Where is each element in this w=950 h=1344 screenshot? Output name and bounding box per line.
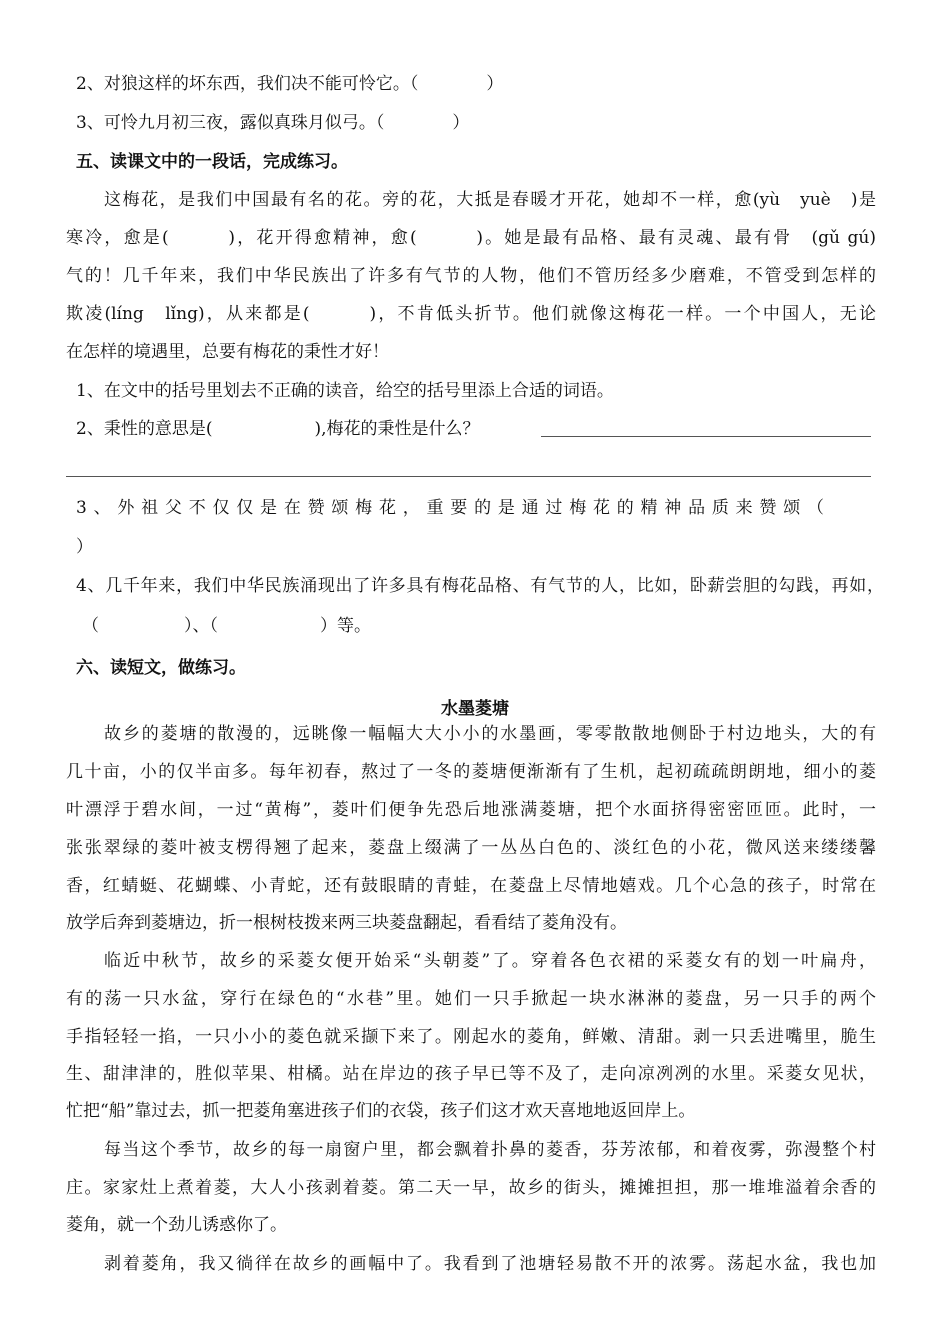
p2-line-4: 生、甜津津的，胜似苹果、柑橘。站在岸边的孩子早已等不及了，走向凉冽冽的水里。采菱女见状， bbox=[66, 1064, 876, 1084]
p3-line-3: 菱角，就一个劲儿诱惑你了。 bbox=[66, 1215, 287, 1235]
p1-line-1: 故乡的菱塘的散漫的，远眺像一幅幅大大小小的水墨画，零零散散地侧卧于村边地头，大的有 bbox=[104, 724, 876, 744]
p1-line-5: 香，红蜻蜓、花蝴蝶、小青蛇，还有鼓眼睛的青蛙，在菱盘上尽情地嬉戏。几个心急的孩子，时常在 bbox=[66, 876, 876, 896]
p3-line-2: 庄。家家灶上煮着菱，大人小孩剥着菱。第二天一早，故乡的街头，摊摊担担，那一堆堆溢着余香的 bbox=[66, 1178, 876, 1198]
p2-line-5: 忙把“船”靠过去，抓一把菱角塞进孩子们的衣袋，孩子们这才欢天喜地地返回岸上。 bbox=[66, 1101, 696, 1121]
p1-line-6: 放学后奔到菱塘边，折一根树枝拨来两三块菱盘翻起，看看结了菱角没有。 bbox=[66, 913, 627, 933]
s5-para-line-1: 这梅花，是我们中国最有名的花。旁的花，大抵是春暖才开花，她却不一样，愈(yù yuè )是 bbox=[104, 190, 876, 210]
s4-question-2: 2、对狼这样的坏东西，我们决不能可怜它。（ ） bbox=[76, 74, 504, 94]
p4-line-1: 剥着菱角，我又徜徉在故乡的画幅中了。我看到了池塘轻易散不开的浓雾。荡起水盆，我也加 bbox=[104, 1254, 876, 1274]
passage-title: 水墨菱塘 bbox=[441, 699, 509, 719]
p1-line-4: 张张翠绿的菱叶被支楞得翘了起来，菱盘上缀满了一丛丛白色的、淡红色的小花，微风送来缕缕馨 bbox=[66, 838, 876, 858]
s5-question-4: 4、几千年来，我们中华民族涌现出了许多具有梅花品格、有气节的人，比如，卧薪尝胆的勾践，再如， bbox=[76, 576, 884, 596]
s5-question-4-blanks: （ ）、（ ）等。 bbox=[82, 616, 371, 636]
s5-q2-answer-line-2[interactable] bbox=[66, 476, 871, 477]
s5-para-line-2: 寒冷，愈是( )，花开得愈精神，愈( )。她是最有品格、最有灵魂、最有骨 (gǔ gú) bbox=[66, 228, 876, 248]
s5-question-3-close: ） bbox=[76, 537, 93, 557]
s6-heading: 六、读短文，做练习。 bbox=[76, 658, 246, 678]
s5-question-3: 3、外祖父不仅仅是在赞颂梅花，重要的是通过梅花的精神品质来赞颂（ bbox=[76, 498, 824, 518]
p1-line-3: 叶漂浮于碧水间，一过“黄梅”，菱叶们便争先恐后地涨满菱塘，把个水面挤得密密匝匝。此时，一 bbox=[66, 800, 876, 820]
p3-line-1: 每当这个季节，故乡的每一扇窗户里，都会飘着扑鼻的菱香，芬芳浓郁，和着夜雾，弥漫整个村 bbox=[104, 1140, 876, 1160]
p1-line-2: 几十亩，小的仅半亩多。每年初春，熬过了一冬的菱塘便渐渐有了生机，起初疏疏朗朗地，细小的菱 bbox=[66, 762, 876, 782]
s5-para-line-4: 欺凌(líng lǐng)，从来都是( )，不肯低头折节。他们就像这梅花一样。一个中国人，无论 bbox=[66, 304, 876, 324]
s5-para-line-5: 在怎样的境遇里，总要有梅花的秉性才好！ bbox=[66, 342, 389, 362]
s4-question-3: 3、可怜九月初三夜，露似真珠月似弓。（ ） bbox=[76, 113, 470, 133]
s5-q2-answer-line[interactable] bbox=[541, 436, 871, 437]
s5-question-2: 2、秉性的意思是( ),梅花的秉性是什么？ bbox=[76, 419, 480, 439]
s5-para-line-3: 气的！几千年来，我们中华民族出了许多有气节的人物，他们不管历经多少磨难，不管受到怎样的 bbox=[66, 266, 876, 286]
s5-heading: 五、读课文中的一段话，完成练习。 bbox=[76, 152, 348, 172]
p2-line-3: 手指轻轻一掐，一只小小的菱色就采撷下来了。刚起水的菱角，鲜嫩、清甜。剥一只丢进嘴里，脆生 bbox=[66, 1027, 876, 1047]
s5-question-1: 1、在文中的括号里划去不正确的读音，给空的括号里添上合适的词语。 bbox=[76, 381, 614, 401]
p2-line-2: 有的荡一只水盆，穿行在绿色的“水巷”里。她们一只手掀起一块水淋淋的菱盘，另一只手的两个 bbox=[66, 989, 876, 1009]
p2-line-1: 临近中秋节，故乡的采菱女便开始采“头朝菱”了。穿着各色衣裙的采菱女有的划一叶扁舟， bbox=[104, 951, 876, 971]
